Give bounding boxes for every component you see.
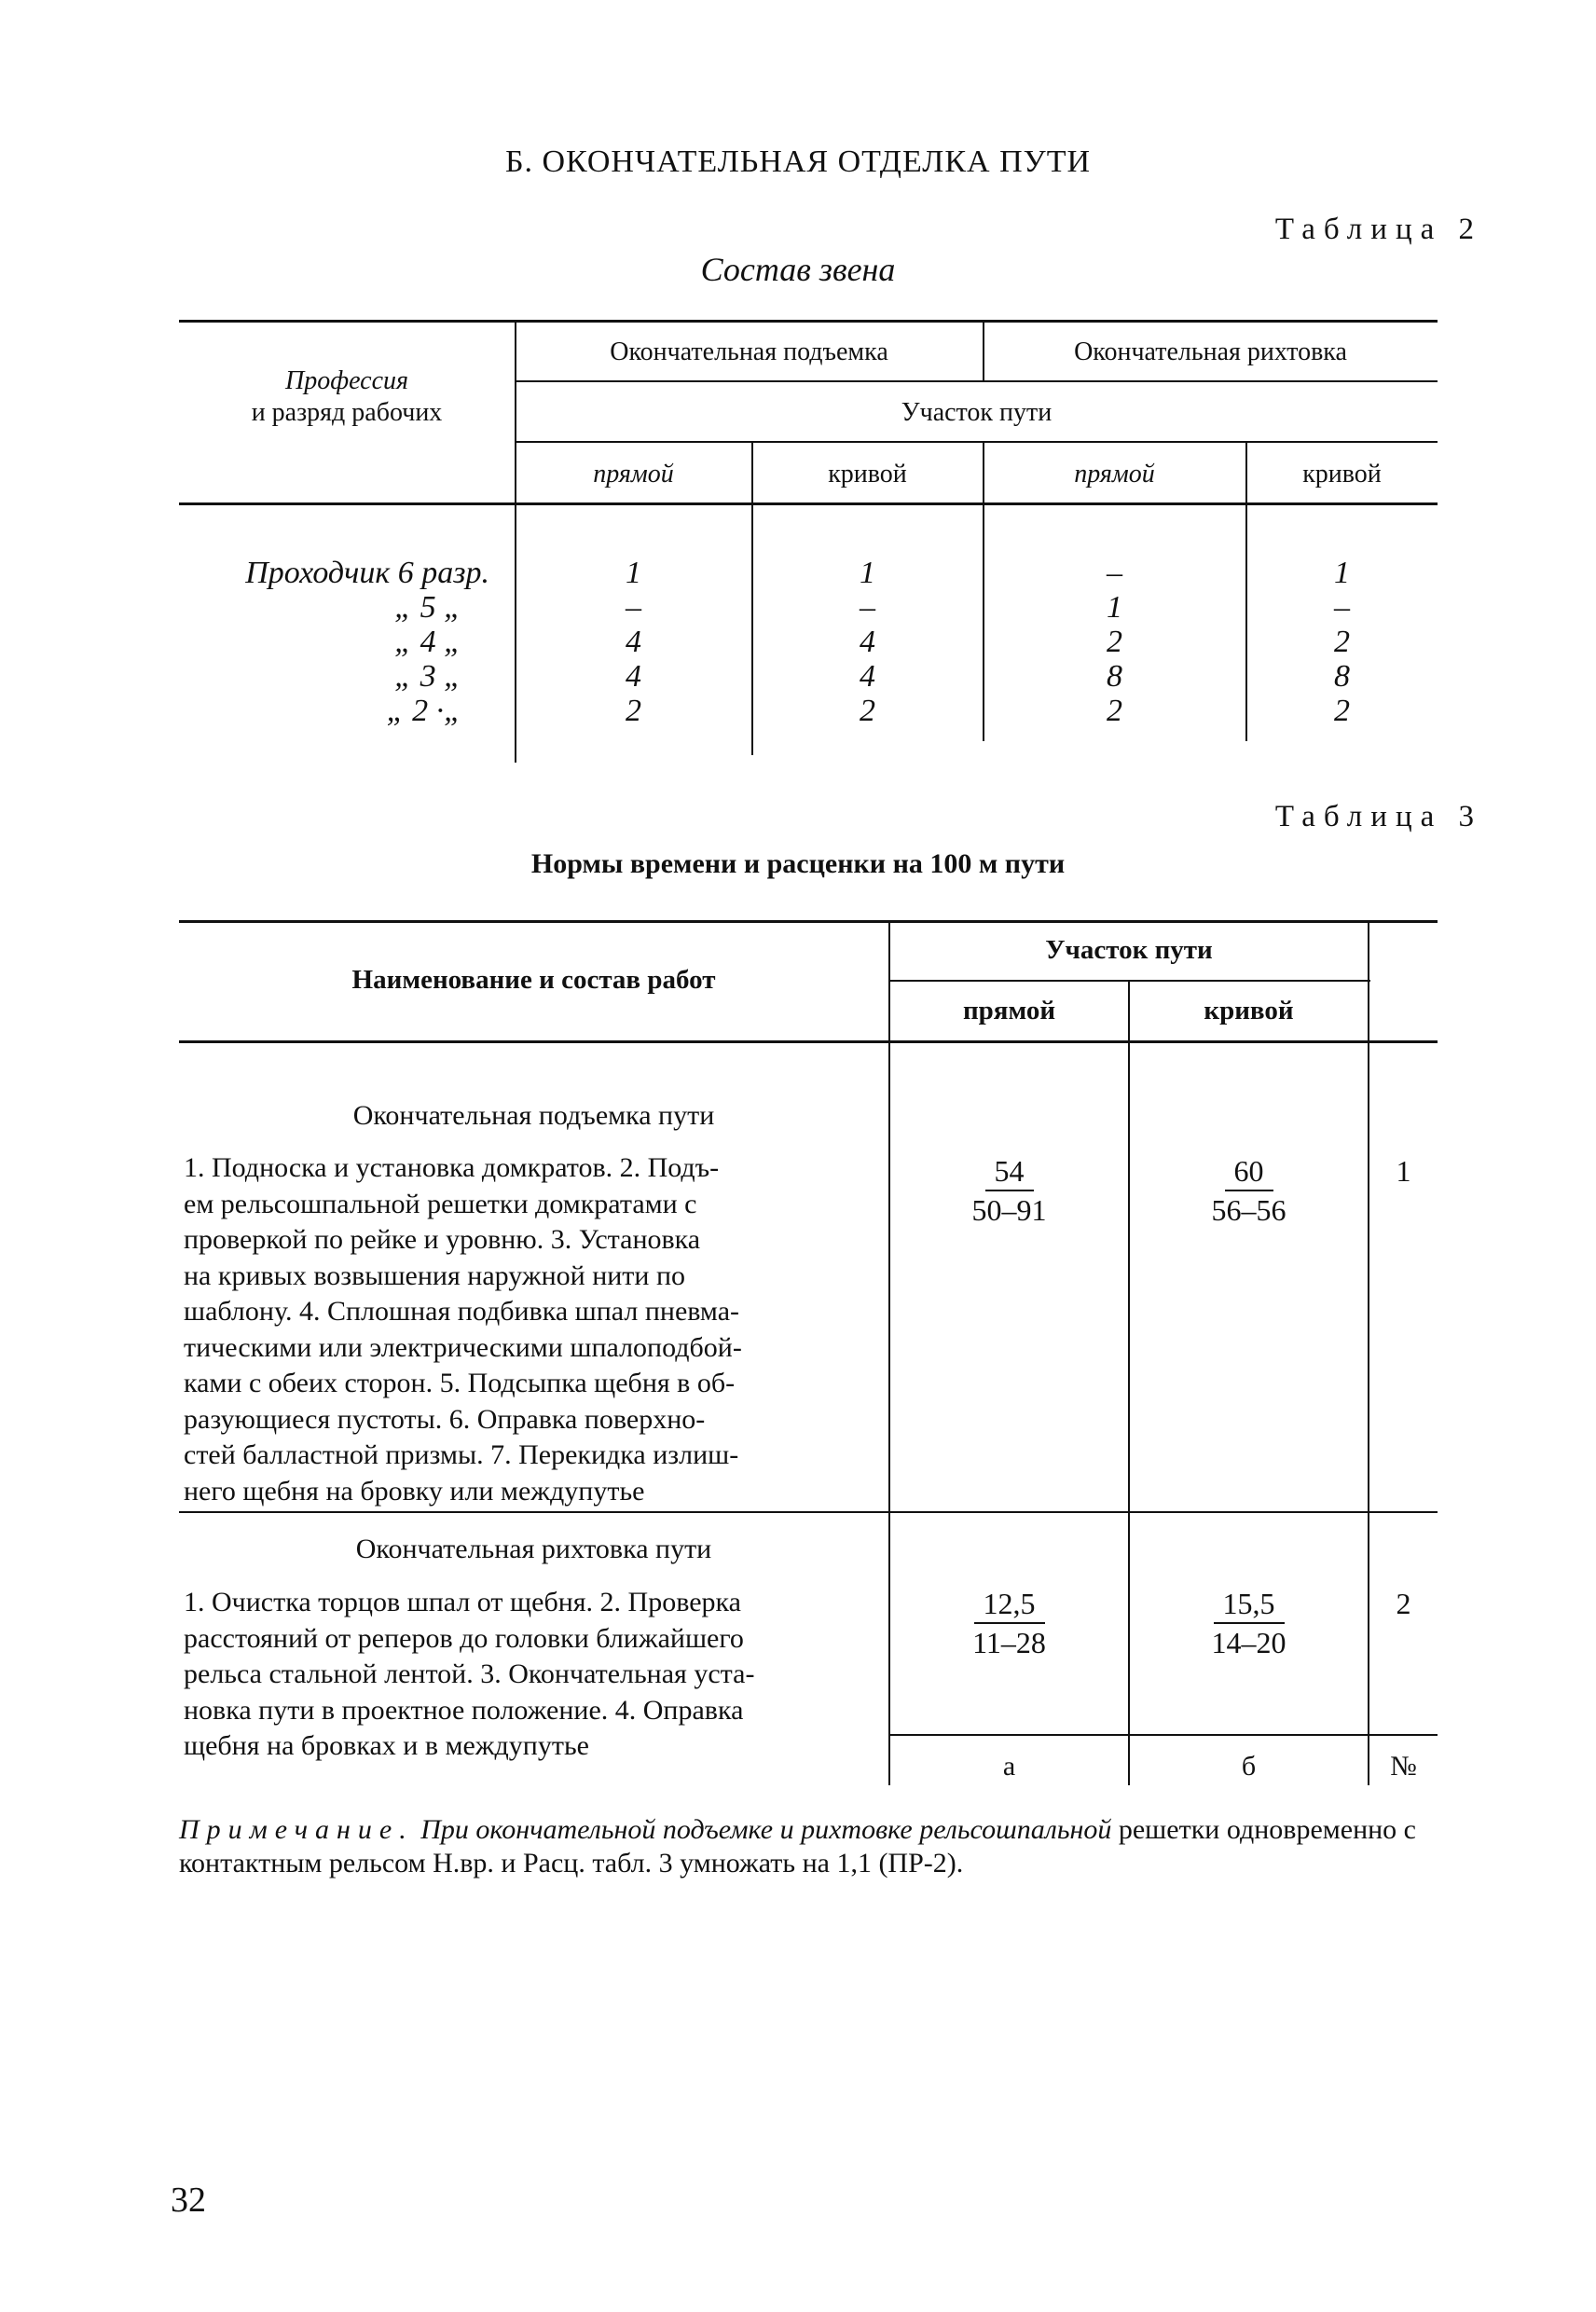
table2-header-section: Участок пути [901, 398, 1053, 427]
row2-number: 2 [1396, 1587, 1411, 1620]
table3-title: Нормы времени и расценки на 100 м пути [530, 848, 1066, 879]
cell-value: 1 [626, 556, 641, 590]
note-italic-text: При окончательной подъемке и рихтовке рельсошпальной [420, 1814, 1112, 1845]
table2-header-rule [179, 502, 1438, 505]
table2-header-profession [179, 365, 515, 429]
row-label: „ 3 „ [394, 659, 461, 694]
table3-row-rule [179, 1511, 1438, 1513]
table2-col-values [1246, 556, 1438, 728]
cell-value: – [626, 590, 641, 625]
row2-curve-norm [1130, 1585, 1368, 1661]
norm-value: 54 [985, 1152, 1034, 1191]
profession-line1: Профессия [284, 366, 409, 395]
row-label: „ 2 ·„ [386, 694, 461, 728]
table3-footer-rule [890, 1734, 1438, 1736]
cell-value: 2 [1334, 625, 1350, 659]
cell-value: 8 [1334, 659, 1350, 694]
rate-value: 11–28 [972, 1626, 1046, 1659]
desc-line: ками с обеих сторон. 5. Подсыпка щебня в об- [184, 1368, 736, 1398]
desc-line: проверкой по рейке и уровню. 3. Установка [184, 1224, 701, 1255]
footer-col-number: № [1390, 1751, 1417, 1782]
row-label: Проходчик 6 разр. [245, 556, 489, 590]
cell-value: 2 [860, 694, 875, 728]
profession-line2: и разряд рабочих [251, 398, 443, 427]
cell-value: 1 [1107, 590, 1122, 625]
table2-header-sub: прямой [1074, 460, 1155, 489]
table2-header-group1: Окончательная подъемка [610, 337, 888, 366]
cell-value: – [860, 590, 875, 625]
desc-line: новка пути в проектное положение. 4. Оправка [184, 1694, 744, 1726]
table2-header-sub: кривой [828, 460, 907, 489]
rate-value: 50–91 [971, 1193, 1047, 1227]
table3-header-rule [179, 1040, 1438, 1043]
footer-col-b: б [1241, 1751, 1257, 1782]
row2-description [184, 1585, 892, 1765]
cell-value: 4 [626, 625, 641, 659]
table2-subtitle: Состав звена [700, 251, 896, 288]
desc-line: стей балластной призмы. 7. Перекидка излиш- [184, 1439, 739, 1470]
table2-rule [516, 380, 1438, 382]
table3-rule [890, 980, 1370, 982]
table2-rule [516, 441, 1438, 443]
note-label: Примечание. [179, 1814, 414, 1845]
table3-header-straight: прямой [962, 996, 1056, 1025]
table2-col-values [752, 556, 983, 728]
desc-line: 1. Очистка торцов шпал от щебня. 2. Проверка [184, 1587, 741, 1617]
desc-line: расстояний от реперов до головки ближайшего [184, 1622, 744, 1654]
table3-header-section: Участок пути [1045, 935, 1213, 965]
cell-value: 1 [860, 556, 875, 590]
cell-value: 4 [860, 659, 875, 694]
table3-header-curve: кривой [1204, 996, 1294, 1025]
table2-caption: Таблица 2 [1274, 213, 1482, 246]
desc-line: щебня на бровках и в междупутье [184, 1730, 589, 1761]
cell-value: 2 [626, 694, 641, 728]
table2-top-rule [179, 320, 1438, 323]
note [179, 1813, 1438, 1880]
row1-straight-norm [890, 1152, 1128, 1229]
footer-col-a: а [1002, 1751, 1016, 1782]
rate-value: 56–56 [1211, 1193, 1286, 1227]
cell-value: 4 [626, 659, 641, 694]
norm-value: 12,5 [974, 1585, 1045, 1624]
desc-line: шаблону. 4. Сплошная подбивка шпал пневма- [184, 1296, 740, 1327]
section-title: Б. ОКОНЧАТЕЛЬНАЯ ОТДЕЛКА ПУТИ [504, 144, 1092, 179]
table3-top-rule [179, 920, 1438, 923]
note-text: решетки одновременно с контактным рельсом Н.вр. и Расц. табл. 3 умножать на 1,1 (ПР-2). [179, 1814, 1416, 1878]
row1-curve-norm [1130, 1152, 1368, 1229]
row1-title: Окончательная подъемка пути [352, 1100, 715, 1131]
table2-col-values [984, 556, 1245, 728]
table2-row-labels [210, 556, 489, 728]
desc-line: него щебня на бровку или междупутье [184, 1475, 645, 1507]
row2-title: Окончательная рихтовка пути [355, 1534, 712, 1564]
desc-line: ем рельсошпальной решетки домкратами с [184, 1188, 697, 1219]
cell-value: 2 [1107, 625, 1122, 659]
row-label: „ 4 „ [394, 625, 461, 659]
table3-col-rule [1368, 920, 1369, 1785]
page-number: 32 [171, 2181, 206, 2220]
row1-description [184, 1150, 892, 1509]
desc-line: на кривых возвышения наружной нити по [184, 1259, 686, 1291]
rate-value: 14–20 [1211, 1626, 1286, 1659]
table3-col-rule [1128, 980, 1130, 1785]
table2-header-sub: прямой [593, 460, 674, 489]
desc-line: 1. Подноска и установка домкратов. 2. Подъ- [184, 1152, 720, 1183]
desc-line: разующиеся пустоты. 6. Оправка поверхно- [184, 1403, 706, 1435]
table2-header-group2: Окончательная рихтовка [1074, 337, 1347, 366]
desc-line: тическими или электрическими шпалоподбой- [184, 1331, 742, 1363]
cell-value: 4 [860, 625, 875, 659]
cell-value: – [1107, 556, 1122, 590]
row2-straight-norm [890, 1585, 1128, 1661]
cell-value: – [1334, 590, 1350, 625]
row1-number: 1 [1396, 1154, 1411, 1188]
norm-value: 15,5 [1214, 1585, 1285, 1624]
table2-header-sub: кривой [1302, 460, 1382, 489]
cell-value: 8 [1107, 659, 1122, 694]
row-label: „ 5 „ [394, 590, 461, 625]
table3-header-work: Наименование и состав работ [351, 965, 716, 995]
norm-value: 60 [1225, 1152, 1273, 1191]
table3-caption: Таблица 3 [1274, 800, 1482, 833]
cell-value: 1 [1334, 556, 1350, 590]
desc-line: рельса стальной лентой. 3. Окончательная уста- [184, 1658, 755, 1689]
cell-value: 2 [1334, 694, 1350, 728]
cell-value: 2 [1107, 694, 1122, 728]
table2-col-values [516, 556, 751, 728]
